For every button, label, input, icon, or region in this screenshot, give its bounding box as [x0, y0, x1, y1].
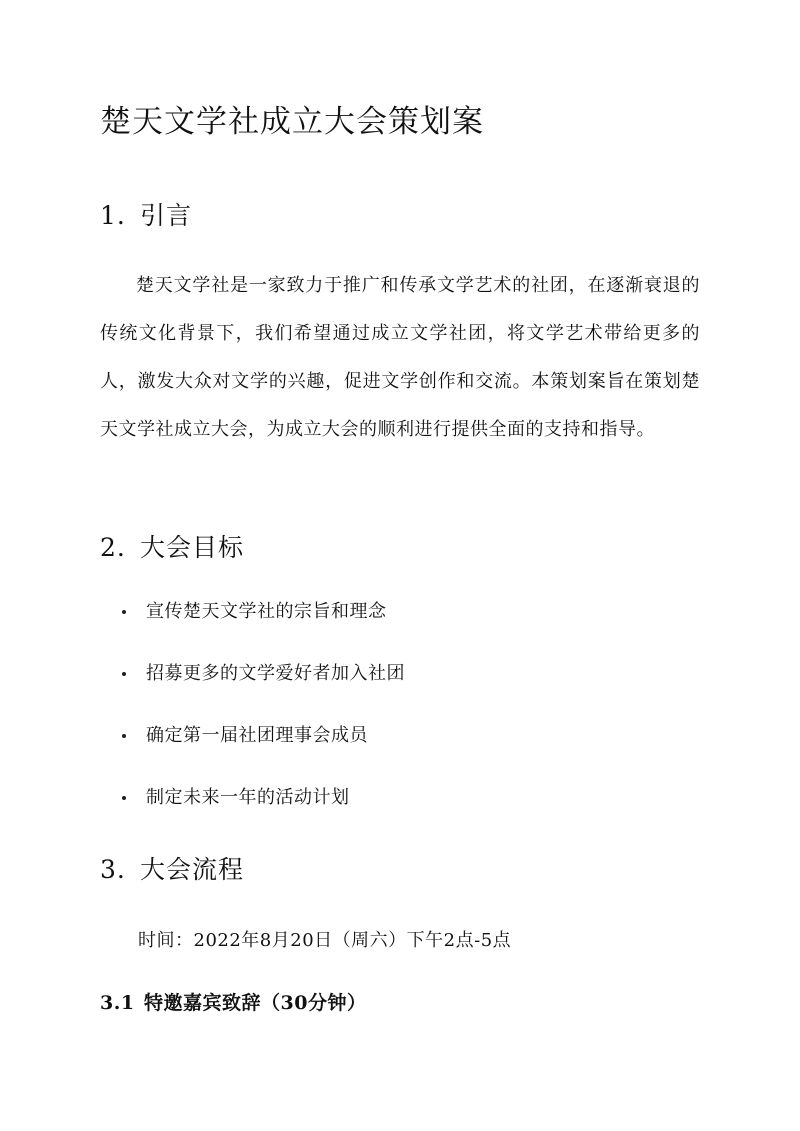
section-number: 3. — [100, 855, 126, 884]
intro-paragraph: 楚天文学社是一家致力于推广和传承文学艺术的社团，在逐渐衰退的传统文化背景下，我们希望通过成立文学社团，将文学艺术带给更多的人，激发大众对文学的兴趣，促进文学创作和交流。本策划案旨在策划楚天文学社成立大会，为成立大会的顺利进行提供全面的支持和指导。 — [100, 275, 700, 440]
bullet-dot-icon — [122, 796, 126, 800]
section-number: 1. — [100, 201, 126, 230]
event-time: 时间：2022年8月20日（周六）下午2点-5点 — [138, 930, 512, 951]
list-item-text: 招募更多的文学爱好者加入社团 — [146, 663, 405, 684]
document-title: 楚天文学社成立大会策划案 — [100, 104, 484, 140]
list-item — [100, 654, 700, 716]
bullet-dot-icon — [122, 610, 126, 614]
subsection-heading-text: 特邀嘉宾致辞（30分钟） — [144, 992, 367, 1014]
list-item — [100, 716, 700, 778]
section-heading-intro — [100, 196, 192, 232]
list-item — [100, 778, 700, 840]
section-heading-agenda — [100, 850, 244, 886]
bullet-dot-icon — [122, 672, 126, 676]
list-item-text: 制定未来一年的活动计划 — [146, 787, 350, 808]
list-item-text: 确定第一届社团理事会成员 — [146, 725, 368, 746]
section-number: 2. — [100, 533, 126, 562]
section-heading-text: 引言 — [140, 201, 193, 230]
section-heading-text: 大会目标 — [140, 533, 245, 562]
subsection-number: 3.1 — [100, 992, 135, 1014]
list-item — [100, 592, 700, 654]
section-heading-goals — [100, 528, 244, 564]
list-item-text: 宣传楚天文学社的宗旨和理念 — [146, 601, 387, 622]
subsection-heading-guest-speech — [100, 988, 366, 1015]
bullet-dot-icon — [122, 734, 126, 738]
goals-list — [100, 592, 700, 840]
section-heading-text: 大会流程 — [140, 855, 245, 884]
